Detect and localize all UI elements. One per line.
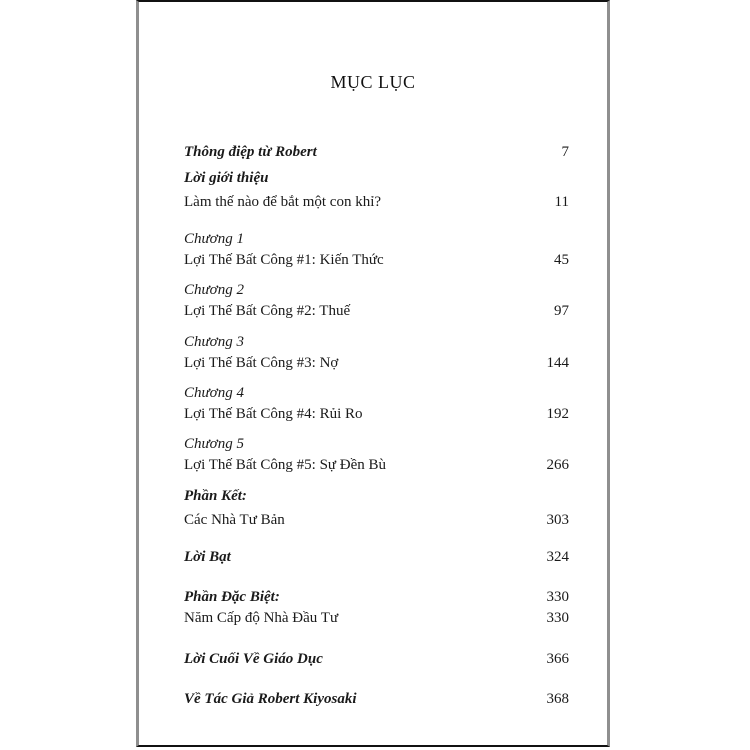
toc-heading: Thông điệp từ Robert: [184, 144, 317, 160]
toc-entry: [184, 547, 569, 568]
toc-line: [184, 434, 569, 455]
toc-line: [184, 510, 569, 531]
toc-line: [184, 608, 569, 629]
toc-entry: [184, 280, 569, 322]
toc-heading: Chương 3: [184, 334, 244, 350]
book-page: [136, 0, 610, 747]
toc-line: [184, 301, 569, 322]
toc-line: [184, 142, 569, 163]
toc-line: [184, 229, 569, 250]
toc-entry: [184, 142, 569, 163]
toc-heading: Phần Đặc Biệt:: [184, 589, 280, 605]
toc-entry: [184, 434, 569, 476]
toc-page-number: 330: [546, 610, 569, 626]
toc-entry: [184, 649, 569, 670]
page-title: MỤC LỤC: [330, 72, 416, 92]
toc-page-number: 11: [554, 194, 569, 210]
toc-entry: [184, 229, 569, 271]
toc-line: [184, 383, 569, 404]
toc-line: [184, 353, 569, 374]
toc-subtitle: Lợi Thế Bất Công #4: Rủi Ro: [184, 406, 363, 422]
toc-line: [184, 486, 569, 507]
toc-page-number: 7: [561, 144, 569, 160]
toc-subtitle: Làm thế nào để bắt một con khỉ?: [184, 194, 382, 210]
toc-subtitle: Lợi Thế Bất Công #3: Nợ: [184, 355, 339, 371]
toc-line: [184, 649, 569, 670]
toc-heading: Về Tác Giả Robert Kiyosaki: [184, 691, 357, 707]
toc-line: [184, 250, 569, 271]
toc-page-number: 324: [546, 549, 569, 565]
toc-heading: Lời Bạt: [184, 549, 231, 565]
toc-heading: Lời giới thiệu: [184, 170, 269, 186]
toc-entry: [184, 383, 569, 425]
toc-line: [184, 587, 569, 608]
toc-line: [184, 332, 569, 353]
toc-subtitle: Năm Cấp độ Nhà Đầu Tư: [184, 610, 339, 626]
toc-heading: Lời Cuối Về Giáo Dục: [184, 651, 323, 667]
toc-entry: [184, 168, 569, 213]
toc-entry: [184, 486, 569, 531]
toc-page-number: 303: [546, 512, 569, 528]
toc-line: [184, 192, 569, 213]
toc-page-number: 330: [546, 589, 569, 605]
toc-subtitle: Các Nhà Tư Bản: [184, 512, 285, 528]
toc-page-number: 368: [546, 691, 569, 707]
toc-page-number: 97: [554, 303, 569, 319]
toc-page-number: 266: [546, 457, 569, 473]
toc-entry: [184, 587, 569, 629]
toc-line: [184, 547, 569, 568]
toc-line: [184, 455, 569, 476]
toc-heading: Chương 2: [184, 282, 244, 298]
toc-page-number: 144: [546, 355, 569, 371]
toc-line: [184, 404, 569, 425]
toc-entry: [184, 332, 569, 374]
toc-subtitle: Lợi Thế Bất Công #5: Sự Đền Bù: [184, 457, 387, 473]
toc-page-number: 366: [546, 651, 569, 667]
toc-heading: Phần Kết:: [184, 488, 247, 504]
toc-page-number: 45: [554, 252, 569, 268]
toc-entry: [184, 689, 569, 710]
toc-subtitle: Lợi Thế Bất Công #1: Kiến Thức: [184, 252, 384, 268]
toc-heading: Chương 5: [184, 436, 244, 452]
toc-subtitle: Lợi Thế Bất Công #2: Thuế: [184, 303, 351, 319]
toc-line: [184, 168, 569, 189]
toc-heading: Chương 1: [184, 231, 244, 247]
toc-line: [184, 280, 569, 301]
toc-page-number: 192: [546, 406, 569, 422]
toc-line: [184, 689, 569, 710]
toc-heading: Chương 4: [184, 385, 244, 401]
